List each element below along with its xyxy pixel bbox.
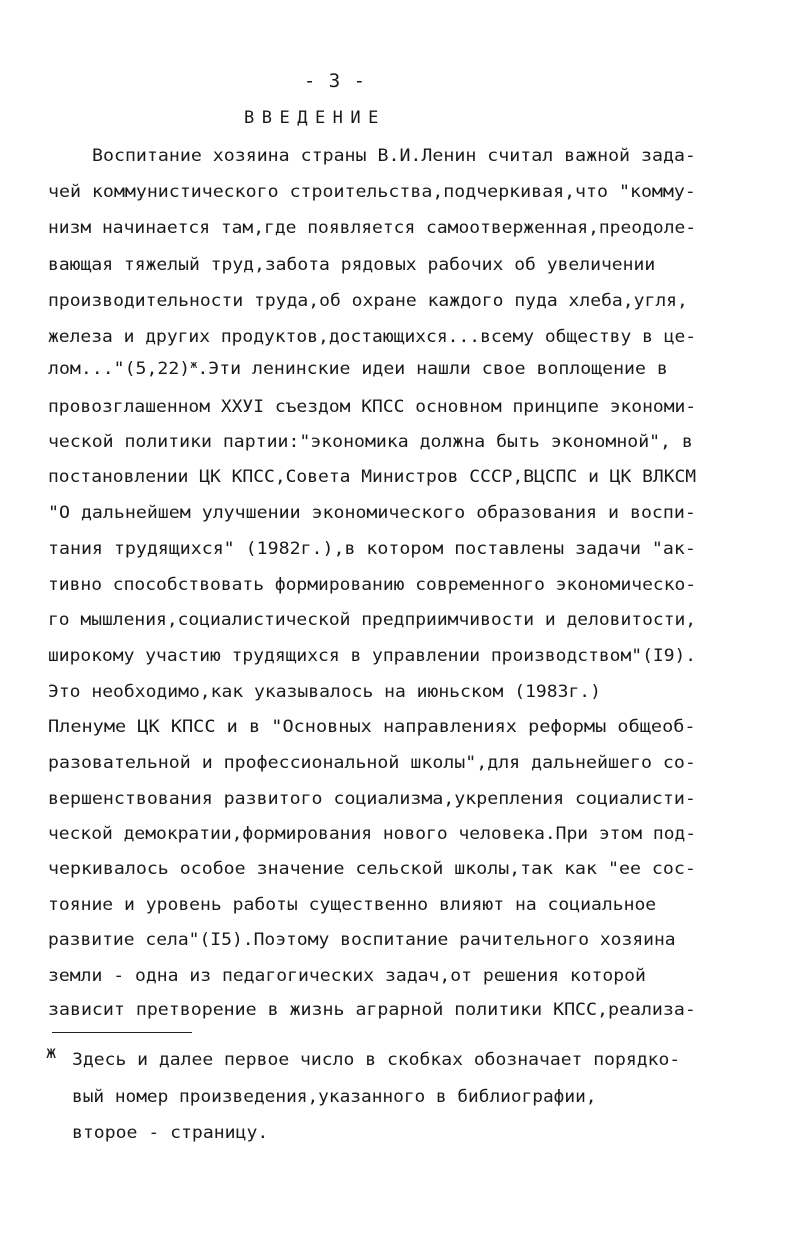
text-segment: .Эти ленинские идеи нашли свое воплощение в: [197, 359, 668, 379]
footnote-line: второе - страницу.: [72, 1123, 269, 1143]
footnote-reference: ж: [190, 358, 198, 371]
section-heading: ВВЕДЕНИЕ: [244, 108, 386, 128]
text-line: низм начинается там,где появляется самоотверженная,преодоле-: [48, 218, 697, 238]
text-line: производительности труда,об охране каждого пуда хлеба,угля,: [48, 291, 688, 311]
page-number: - 3 -: [303, 70, 367, 92]
text-line: развитие села"(I5).Поэтому воспитание рачительного хозяина: [48, 930, 676, 950]
footnote-line: вый номер произведения,указанного в библиографии,: [72, 1087, 597, 1107]
text-line: вершенствования развитого социализма,укрепления социалисти-: [48, 789, 696, 809]
text-line: вающая тяжелый труд,забота рядовых рабочих об увеличении: [48, 255, 656, 275]
text-line: провозглашенном ХХУI съездом КПСС основном принципе экономи-: [48, 397, 697, 417]
text-line: Это необходимо,как указывалось на июньском (1983г.): [48, 682, 601, 702]
text-line: черкивалось особое значение сельской школы,так как "ее сос-: [48, 859, 696, 879]
text-line: Пленуме ЦК КПСС и в "Основных направлениях реформы общеоб-: [48, 717, 696, 737]
footnote-divider: [52, 1032, 192, 1033]
text-line: широкому участию трудящихся в управлении производством"(I9).: [48, 646, 697, 666]
text-line: ческой демократии,формирования нового человека.При этом под-: [48, 824, 697, 844]
text-line: зависит претворение в жизнь аграрной политики КПСС,реализа-: [48, 1000, 696, 1020]
text-line: тояние и уровень работы существенно влияют на социальное: [48, 895, 657, 915]
text-line: го мышления,социалистической предприимчивости и деловитости,: [48, 610, 697, 630]
text-line: железа и других продуктов,достающихся...всему обществу в це-: [48, 327, 697, 347]
footnote-line: Здесь и далее первое число в скобках обозначает порядко-: [72, 1050, 681, 1070]
text-line: "О дальнейшем улучшении экономического образования и воспи-: [48, 503, 696, 523]
text-line: Воспитание хозяина страны В.И.Ленин считал важной зада-: [92, 146, 696, 166]
text-line: тивно способствовать формированию современного экономическо-: [48, 575, 697, 595]
text-segment: лом..."(5,22): [48, 359, 191, 379]
text-line: ческой политики партии:"экономика должна быть экономной", в: [48, 432, 693, 452]
footnote-marker: ж: [46, 1043, 57, 1063]
text-line: [48, 359, 668, 379]
text-line: тания трудящихся" (1982г.),в котором поставлены задачи "ак-: [48, 539, 696, 559]
text-line: разовательной и профессиональной школы",для дальнейшего со-: [48, 753, 696, 773]
text-line: чей коммунистического строительства,подчеркивая,что "комму-: [48, 182, 696, 202]
text-line: постановлении ЦК КПСС,Совета Министров СССР,ВЦСПС и ЦК ВЛКСМ: [48, 467, 697, 487]
text-line: земли - одна из педагогических задач,от решения которой: [48, 966, 646, 986]
